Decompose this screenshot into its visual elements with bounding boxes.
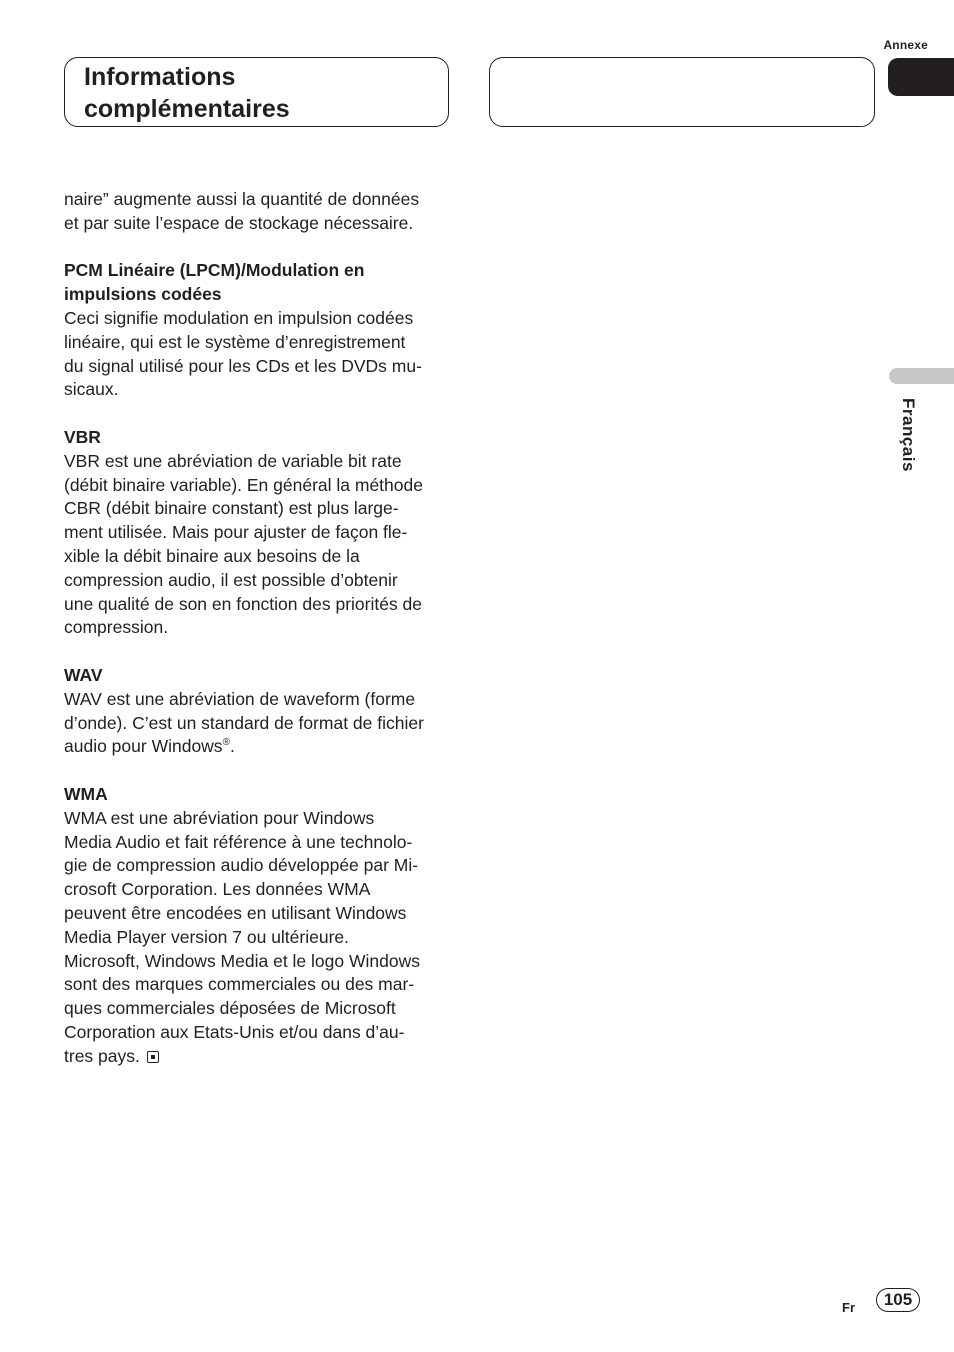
text-line: gie de compression audio développée par Mi-: [64, 855, 419, 876]
page-number: 105: [876, 1288, 920, 1312]
title-box: [64, 57, 449, 127]
text-line: Media Audio et fait référence à une technolo-: [64, 831, 413, 852]
main-content: [64, 188, 456, 1068]
heading-line: impulsions codées: [64, 284, 222, 305]
text-line: WMA est une abréviation pour Windows: [64, 807, 375, 828]
text-line: sont des marques commerciales ou des mar-: [64, 974, 415, 995]
text-line: sicaux.: [64, 379, 119, 400]
text-line: WAV est une abréviation de waveform (forme: [64, 688, 416, 709]
vbr-heading: VBR: [64, 426, 101, 447]
text-line: Corporation aux Etats-Unis et/ou dans d’au-: [64, 1021, 405, 1042]
text-line: une qualité de son en fonction des priorités de: [64, 593, 423, 614]
wma-heading: WMA: [64, 783, 108, 804]
text-line: tres pays.: [64, 1045, 140, 1066]
text-line: Microsoft, Windows Media et le logo Windows: [64, 950, 420, 971]
text-line: xible la débit binaire aux besoins de la: [64, 545, 360, 566]
section-tab: [888, 58, 954, 96]
text-line: audio pour Windows: [64, 736, 223, 757]
end-of-section-icon: [147, 1051, 159, 1063]
page-title-line-1: Informations: [84, 63, 236, 91]
text-line: compression.: [64, 617, 169, 638]
lpcm-heading: [64, 259, 456, 307]
text-line: peuvent être encodées en utilisant Windows: [64, 902, 407, 923]
text-line: et par suite l’espace de stockage nécessaire.: [64, 212, 414, 233]
text-line: Ceci signifie modulation en impulsion codées: [64, 307, 414, 328]
lpcm-paragraph: [64, 307, 456, 402]
text-line: (débit binaire variable). En général la méthode: [64, 474, 423, 495]
text-line: CBR (débit binaire constant) est plus large-: [64, 498, 399, 519]
wav-paragraph: [64, 688, 456, 759]
text-line: naire” augmente aussi la quantité de données: [64, 189, 420, 209]
text-line: .: [229, 736, 235, 757]
wav-heading: WAV: [64, 664, 103, 685]
footer-language-code: Fr: [842, 1300, 855, 1315]
empty-header-box: [489, 57, 875, 127]
text-line: d’onde). C’est un standard de format de fichier: [64, 712, 424, 733]
heading-line: PCM Linéaire (LPCM)/Modulation en: [64, 260, 365, 281]
section-label: Annexe: [883, 38, 928, 52]
language-label: Français: [899, 398, 918, 472]
page-title-line-2: complémentaires: [84, 95, 290, 123]
text-line: ques commerciales déposées de Microsoft: [64, 998, 396, 1019]
text-line: crosoft Corporation. Les données WMA: [64, 879, 371, 900]
page-title: [84, 61, 290, 125]
text-line: Media Player version 7 ou ultérieure.: [64, 926, 350, 947]
intro-paragraph: [64, 188, 456, 236]
vbr-paragraph: [64, 450, 456, 640]
registered-mark: ®: [222, 737, 230, 749]
text-line: du signal utilisé pour les CDs et les DVDs mu-: [64, 355, 422, 376]
language-tab: [889, 368, 954, 384]
wma-paragraph: [64, 807, 456, 1069]
text-line: ment utilisée. Mais pour ajuster de façon fle-: [64, 522, 408, 543]
text-line: compression audio, il est possible d’obtenir: [64, 569, 398, 590]
text-line: linéaire, qui est le système d’enregistrement: [64, 331, 406, 352]
text-line: VBR est une abréviation de variable bit rate: [64, 450, 402, 471]
